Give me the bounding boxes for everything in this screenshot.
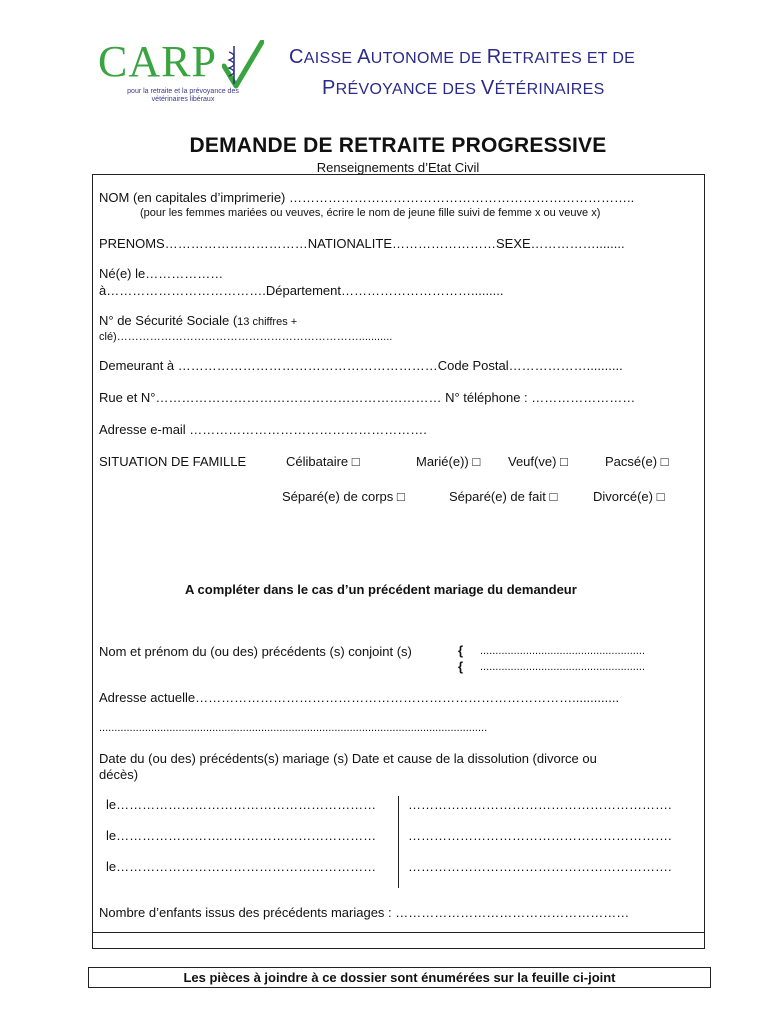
current-address-field[interactable]: Adresse actuelle……………………………………………………………………………............. xyxy=(99,690,620,705)
logo-tagline: pour la retraite et la prévoyance des vétérinaires libéraux xyxy=(127,88,239,103)
previous-spouse-field-2[interactable]: ...................................................... xyxy=(480,661,646,673)
dissolution-field-1[interactable]: ……………………………………………………. xyxy=(408,797,672,812)
previous-spouse-label: Nom et prénom du (ou des) précédents (s) conjoint (s) xyxy=(99,644,412,659)
checkbox-separe-corps[interactable]: Séparé(e) de corps □ xyxy=(282,489,405,504)
dissolution-field-2[interactable]: ……………………………………………………. xyxy=(408,828,672,843)
email-field[interactable]: Adresse e-mail ………………………………………………. xyxy=(99,422,427,437)
marriage-dissolution-label-cont: décès) xyxy=(99,767,139,782)
checkbox-separe-fait[interactable]: Séparé(e) de fait □ xyxy=(449,489,558,504)
checkbox-celibataire[interactable]: Célibataire □ xyxy=(286,454,360,469)
brace-2: { xyxy=(458,659,464,674)
dissolution-field-3[interactable]: ……………………………………………………. xyxy=(408,859,672,874)
checkbox-veuf[interactable]: Veuf(ve) □ xyxy=(508,454,568,469)
nom-field[interactable]: NOM (en capitales d’imprimerie) …………………………………………………………………….. xyxy=(99,190,635,205)
previous-marriage-section-title: A compléter dans le cas d’un précédent mariage du demandeur xyxy=(185,582,577,597)
marriage-date-field-1[interactable]: le…………………………………………………… xyxy=(106,797,377,812)
form-divider xyxy=(92,932,705,933)
marriage-date-field-2[interactable]: le…………………………………………………… xyxy=(106,828,377,843)
current-address-field-2[interactable]: ............................................................................................................................... xyxy=(99,722,488,734)
checkbox-marie[interactable]: Marié(e)) □ xyxy=(416,454,481,469)
street-phone-field[interactable]: Rue et N°………………………………………………………… N° téléphone : …………………… xyxy=(99,390,636,405)
prenoms-nationalite-sexe-field[interactable]: PRENOMS……………………………NATIONALITE……………………SEXE……………........ xyxy=(99,236,625,251)
nom-note: (pour les femmes mariées ou veuves, écrire le nom de jeune fille suivi de femme x ou veuve x) xyxy=(140,207,601,219)
checkbox-pacse[interactable]: Pacsé(e) □ xyxy=(605,454,669,469)
children-count-field[interactable]: Nombre d’enfants issus des précédents mariages : ……………………………………………… xyxy=(99,905,630,920)
family-situation-label: SITUATION DE FAMILLE xyxy=(99,454,247,469)
page-subtitle: Renseignements d’Etat Civil xyxy=(316,160,480,175)
birthplace-department-field[interactable]: à……………………………….Département…………………………......... xyxy=(99,283,504,298)
checkbox-divorce[interactable]: Divorcé(e) □ xyxy=(593,489,665,504)
social-security-field[interactable]: clé)…………………………………………………………........... xyxy=(99,331,393,343)
residence-postal-code-field[interactable]: Demeurant à ……………………………………………………Code Postal……………….......... xyxy=(99,358,623,373)
caduceus-check-icon xyxy=(222,40,264,90)
column-divider xyxy=(398,796,399,888)
social-security-label: N° de Sécurité Sociale (13 chiffres + xyxy=(99,313,298,328)
logo-wordmark: CARP xyxy=(98,37,217,86)
org-name-line-2: PRÉVOYANCE DES VÉTÉRINAIRES xyxy=(322,77,605,99)
org-name-line-1: CAISSE AUTONOME DE RETRAITES ET DE xyxy=(289,46,636,68)
brace-1: { xyxy=(458,643,464,658)
marriage-date-field-3[interactable]: le…………………………………………………… xyxy=(106,859,377,874)
page-title: DEMANDE DE RETRAITE PROGRESSIVE xyxy=(189,134,607,157)
previous-spouse-field-1[interactable]: ...................................................... xyxy=(480,645,646,657)
birthdate-field[interactable]: Né(e) le……………… xyxy=(99,266,224,281)
carp-logo xyxy=(98,38,268,110)
footer-notice: Les pièces à joindre à ce dossier sont énumérées sur la feuille ci-joint xyxy=(88,967,711,988)
marriage-dissolution-label: Date du (ou des) précédents(s) mariage (s) Date et cause de la dissolution (divorce ou xyxy=(99,751,597,766)
